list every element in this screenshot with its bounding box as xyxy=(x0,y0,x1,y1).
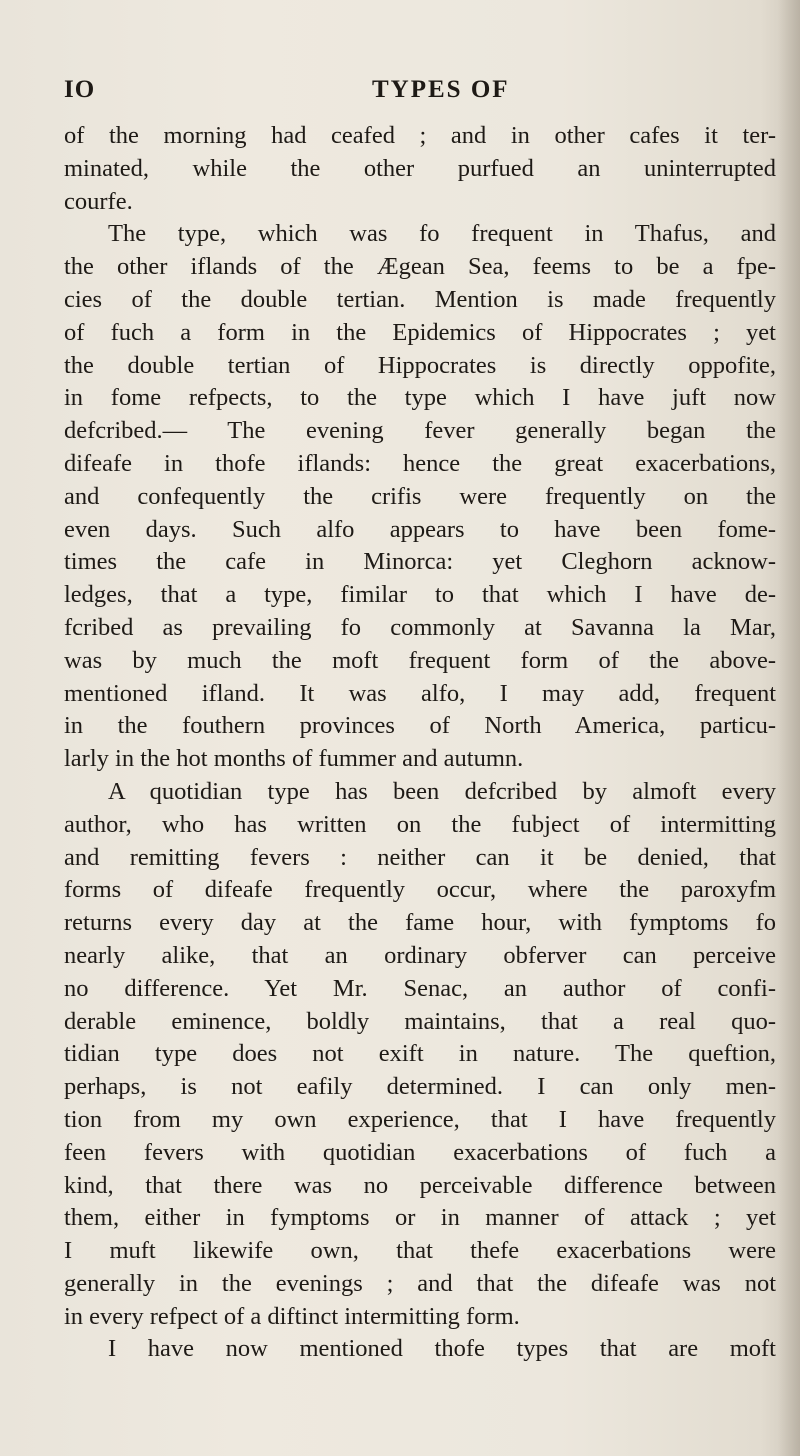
body-text xyxy=(64,120,776,1366)
text-line: perhaps, is not eafily determined. I can only men- xyxy=(64,1073,776,1101)
text-line: no difference. Yet Mr. Senac, an author of confi- xyxy=(64,974,776,1002)
text-line: tidian type does not exift in nature. The queftion, xyxy=(64,1040,776,1068)
page-edge-shadow xyxy=(778,0,800,1456)
text-line: of fuch a form in the Epidemics of Hippocrates ; yet xyxy=(64,318,776,346)
text-line: A quotidian type has been defcribed by almoft every xyxy=(108,777,776,805)
text-line: tion from my own experience, that I have frequently xyxy=(64,1105,776,1133)
text-line: defcribed.— The evening fever generally began the xyxy=(64,417,776,445)
text-line: ledges, that a type, fimilar to that which I have de- xyxy=(64,581,776,609)
text-line: the other iflands of the Ægean Sea, feems to be a fpe- xyxy=(64,253,776,281)
text-line: generally in the evenings ; and that the difeafe was not xyxy=(64,1269,776,1297)
text-line: the double tertian of Hippocrates is directly oppofite, xyxy=(64,351,776,379)
text-line: and confequently the crifis were frequently on the xyxy=(64,482,776,510)
text-line: kind, that there was no perceivable difference between xyxy=(64,1171,776,1199)
text-line: in the fouthern provinces of North America, particu- xyxy=(64,712,776,740)
text-line: forms of difeafe frequently occur, where the paroxyfm xyxy=(64,876,776,904)
text-line: in every refpect of a diftinct intermitting form. xyxy=(64,1302,520,1330)
text-line: in fome refpects, to the type which I have juft now xyxy=(64,384,776,412)
text-line: author, who has written on the fubject of intermitting xyxy=(64,810,776,838)
text-line: nearly alike, that an ordinary obferver can perceive xyxy=(64,941,776,969)
page-header xyxy=(0,76,800,116)
text-line: them, either in fymptoms or in manner of attack ; yet xyxy=(64,1204,776,1232)
page-number: IO xyxy=(64,76,96,103)
text-line: minated, while the other purfued an uninterrupted xyxy=(64,154,776,182)
text-line: of the morning had ceafed ; and in other cafes it ter- xyxy=(64,122,776,149)
text-line: returns every day at the fame hour, with fymptoms fo xyxy=(64,909,776,937)
text-line: I muft likewife own, that thefe exacerbations were xyxy=(64,1237,776,1265)
text-line: larly in the hot months of fummer and autumn. xyxy=(64,745,524,773)
text-line: The type, which was fo frequent in Thafus, and xyxy=(108,220,776,248)
text-line: mentioned ifland. It was alfo, I may add, frequent xyxy=(64,679,776,707)
text-line: feen fevers with quotidian exacerbations of fuch a xyxy=(64,1138,776,1166)
text-line: and remitting fevers : neither can it be denied, that xyxy=(64,843,776,871)
text-line: cies of the double tertian. Mention is made frequently xyxy=(64,285,776,313)
text-line: difeafe in thofe iflands: hence the great exacerbations, xyxy=(64,449,776,477)
text-line: I have now mentioned thofe types that are moft xyxy=(108,1335,776,1363)
running-head: TYPES OF xyxy=(372,76,510,103)
text-line: fcribed as prevailing fo commonly at Savanna la Mar, xyxy=(64,613,776,641)
text-line: courfe. xyxy=(64,187,133,215)
text-line: was by much the moft frequent form of the above- xyxy=(64,646,776,674)
text-line: even days. Such alfo appears to have been fome- xyxy=(64,515,776,543)
text-line: times the cafe in Minorca: yet Cleghorn acknow- xyxy=(64,548,776,576)
text-line: derable eminence, boldly maintains, that a real quo- xyxy=(64,1007,776,1035)
